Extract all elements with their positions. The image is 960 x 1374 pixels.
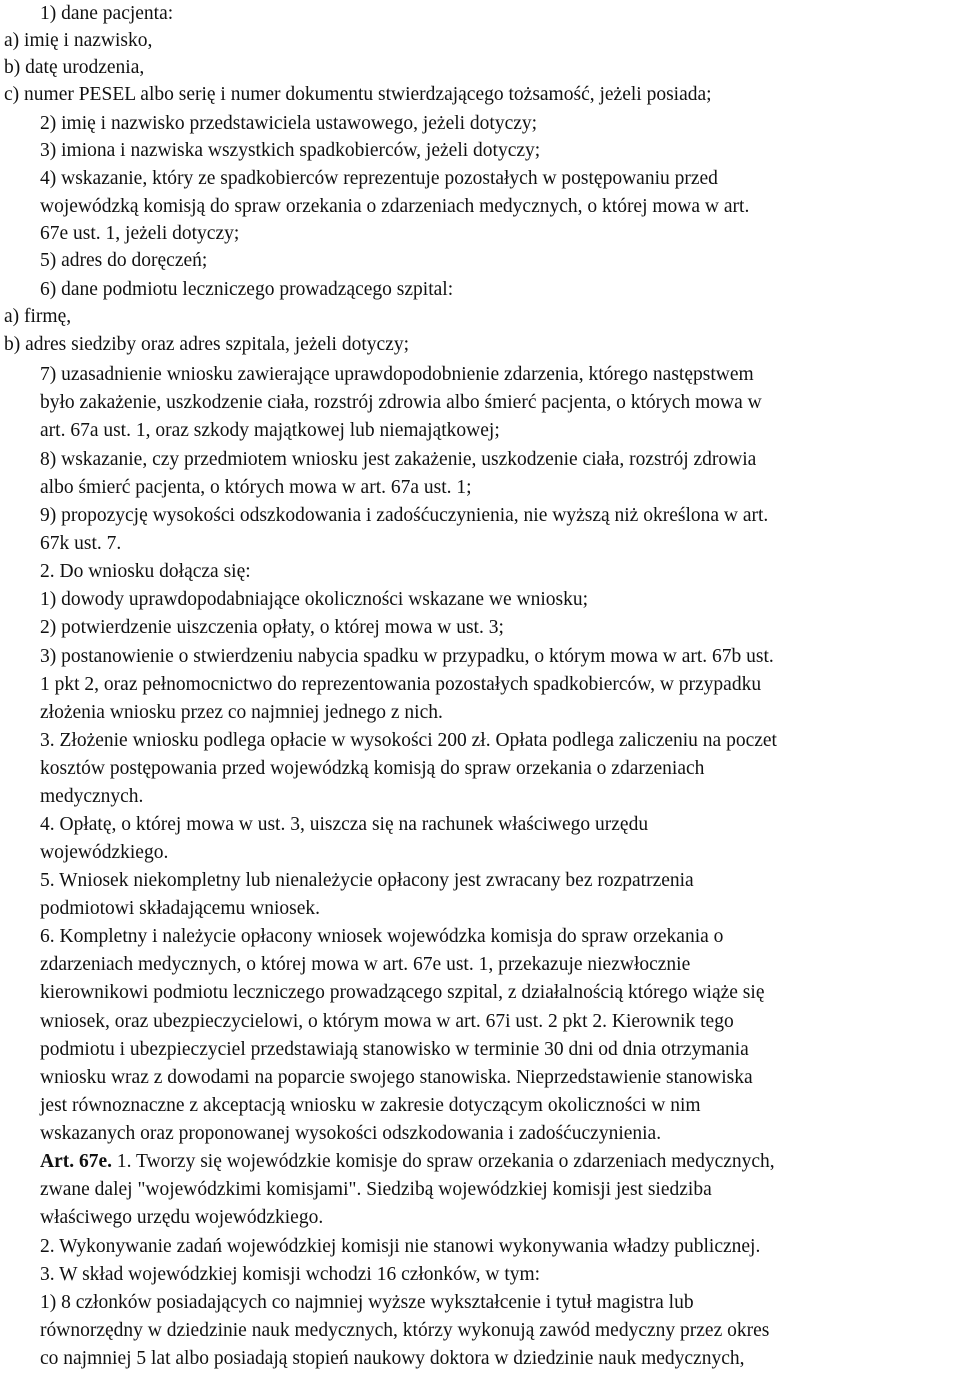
text-line: medycznych. [40, 786, 144, 807]
text-line: 1) 8 członków posiadających co najmniej wyższe wykształcenie i tytuł magistra lub [40, 1292, 694, 1313]
text-line: 4) wskazanie, który ze spadkobierców reprezentuje pozostałych w postępowaniu przed [40, 168, 718, 189]
text-line: co najmniej 5 lat albo posiadają stopień naukowy doktora w dziedzinie nauk medycznych, [40, 1348, 745, 1369]
article-line [40, 1148, 775, 1176]
text-line: jest równoznaczne z akceptacją wniosku w zakresie dotyczącym okoliczności w nim [40, 1095, 701, 1116]
text-line: 1) dane pacjenta: [40, 3, 174, 24]
text-line: 8) wskazanie, czy przedmiotem wniosku jest zakażenie, uszkodzenie ciała, rozstrój zdrowia [40, 449, 757, 470]
text-line: wniosek, oraz ubezpieczycielowi, o którym mowa w art. 67i ust. 2 pkt 2. Kierownik tego [40, 1011, 734, 1032]
text-line: 2. Do wniosku dołącza się: [40, 561, 251, 582]
text-line: b) adres siedziby oraz adres szpitala, jeżeli dotyczy; [4, 334, 409, 355]
text-line: było zakażenie, uszkodzenie ciała, rozstrój zdrowia albo śmierć pacjenta, o których mowa w [40, 392, 762, 413]
text-line: b) datę urodzenia, [4, 57, 145, 78]
text-line: 3) postanowienie o stwierdzeniu nabycia spadku w przypadku, o którym mowa w art. 67b ust. [40, 646, 774, 667]
text-line: 5) adres do doręczeń; [40, 250, 208, 271]
text-line: 2) potwierdzenie uiszczenia opłaty, o której mowa w ust. 3; [40, 617, 504, 638]
article-heading: Art. 67e. [40, 1151, 113, 1172]
text-line: wniosku wraz z dowodami na poparcie swojego stanowiska. Nieprzedstawienie stanowiska [40, 1067, 753, 1088]
text-line: albo śmierć pacjenta, o których mowa w art. 67a ust. 1; [40, 477, 472, 498]
text-line: równorzędny w dziedzinie nauk medycznych, którzy wykonują zawód medyczny przez okres [40, 1320, 770, 1341]
text-line: 3) imiona i nazwiska wszystkich spadkobierców, jeżeli dotyczy; [40, 140, 541, 161]
text-line: właściwego urzędu wojewódzkiego. [40, 1207, 324, 1228]
text-line: kosztów postępowania przed wojewódzką komisją do spraw orzekania o zdarzeniach [40, 758, 705, 779]
text-line: 4. Opłatę, o której mowa w ust. 3, uiszcza się na rachunek właściwego urzędu [40, 814, 649, 835]
text-line: c) numer PESEL albo serię i numer dokumentu stwierdzającego tożsamość, jeżeli posiada; [4, 84, 712, 105]
text-line: zdarzeniach medycznych, o której mowa w art. 67e ust. 1, przekazuje niezwłocznie [40, 954, 691, 975]
text-line: art. 67a ust. 1, oraz szkody majątkowej lub niemajątkowej; [40, 420, 500, 441]
text-line: wojewódzkiego. [40, 842, 169, 863]
text-line: a) imię i nazwisko, [4, 30, 153, 51]
text-line: 1) dowody uprawdopodabniające okoliczności wskazane we wniosku; [40, 589, 589, 610]
text-line: 67e ust. 1, jeżeli dotyczy; [40, 223, 240, 244]
text-line: 5. Wniosek niekompletny lub nienależycie opłacony jest zwracany bez rozpatrzenia [40, 870, 694, 891]
text-line: kierownikowi podmiotu leczniczego prowadzącego szpital, z działalnością którego wiąże się [40, 982, 765, 1003]
text-line: 9) propozycję wysokości odszkodowania i zadośćuczynienia, nie wyższą niż określona w art. [40, 505, 769, 526]
text-line: 2. Wykonywanie zadań wojewódzkiej komisji nie stanowi wykonywania władzy publicznej. [40, 1236, 761, 1257]
text-line: podmiotowi składającemu wniosek. [40, 898, 320, 919]
text-line: 6. Kompletny i należycie opłacony wniosek wojewódzka komisja do spraw orzekania o [40, 926, 724, 947]
text-line: 2) imię i nazwisko przedstawiciela ustawowego, jeżeli dotyczy; [40, 113, 538, 134]
text-line: a) firmę, [4, 306, 72, 327]
text-line: 1 pkt 2, oraz pełnomocnictwo do reprezentowania pozostałych spadkobierców, w przypadku [40, 674, 762, 695]
text-line: 3. W skład wojewódzkiej komisji wchodzi 16 członków, w tym: [40, 1264, 541, 1285]
text-line: podmiotu i ubezpieczyciel przedstawiają stanowisko w terminie 30 dni od dnia otrzymania [40, 1039, 749, 1060]
text-line: wojewódzką komisją do spraw orzekania o zdarzeniach medycznych, o której mowa w art. [40, 196, 750, 217]
text-line: 67k ust. 7. [40, 533, 122, 554]
text-line: wskazanych oraz proponowanej wysokości odszkodowania i zadośćuczynienia. [40, 1123, 662, 1144]
text-line: 1. Tworzy się wojewódzkie komisje do spraw orzekania o zdarzeniach medycznych, [116, 1151, 775, 1172]
text-line: zwane dalej "wojewódzkimi komisjami". Siedzibą wojewódzkiej komisji jest siedziba [40, 1179, 712, 1200]
text-line: złożenia wniosku przez co najmniej jednego z nich. [40, 702, 443, 723]
text-line: 7) uzasadnienie wniosku zawierające uprawdopodobnienie zdarzenia, którego następstwem [40, 364, 754, 385]
text-line: 6) dane podmiotu leczniczego prowadzącego szpital: [40, 279, 454, 300]
text-line: 3. Złożenie wniosku podlega opłacie w wysokości 200 zł. Opłata podlega zaliczeniu na poczet [40, 730, 777, 751]
